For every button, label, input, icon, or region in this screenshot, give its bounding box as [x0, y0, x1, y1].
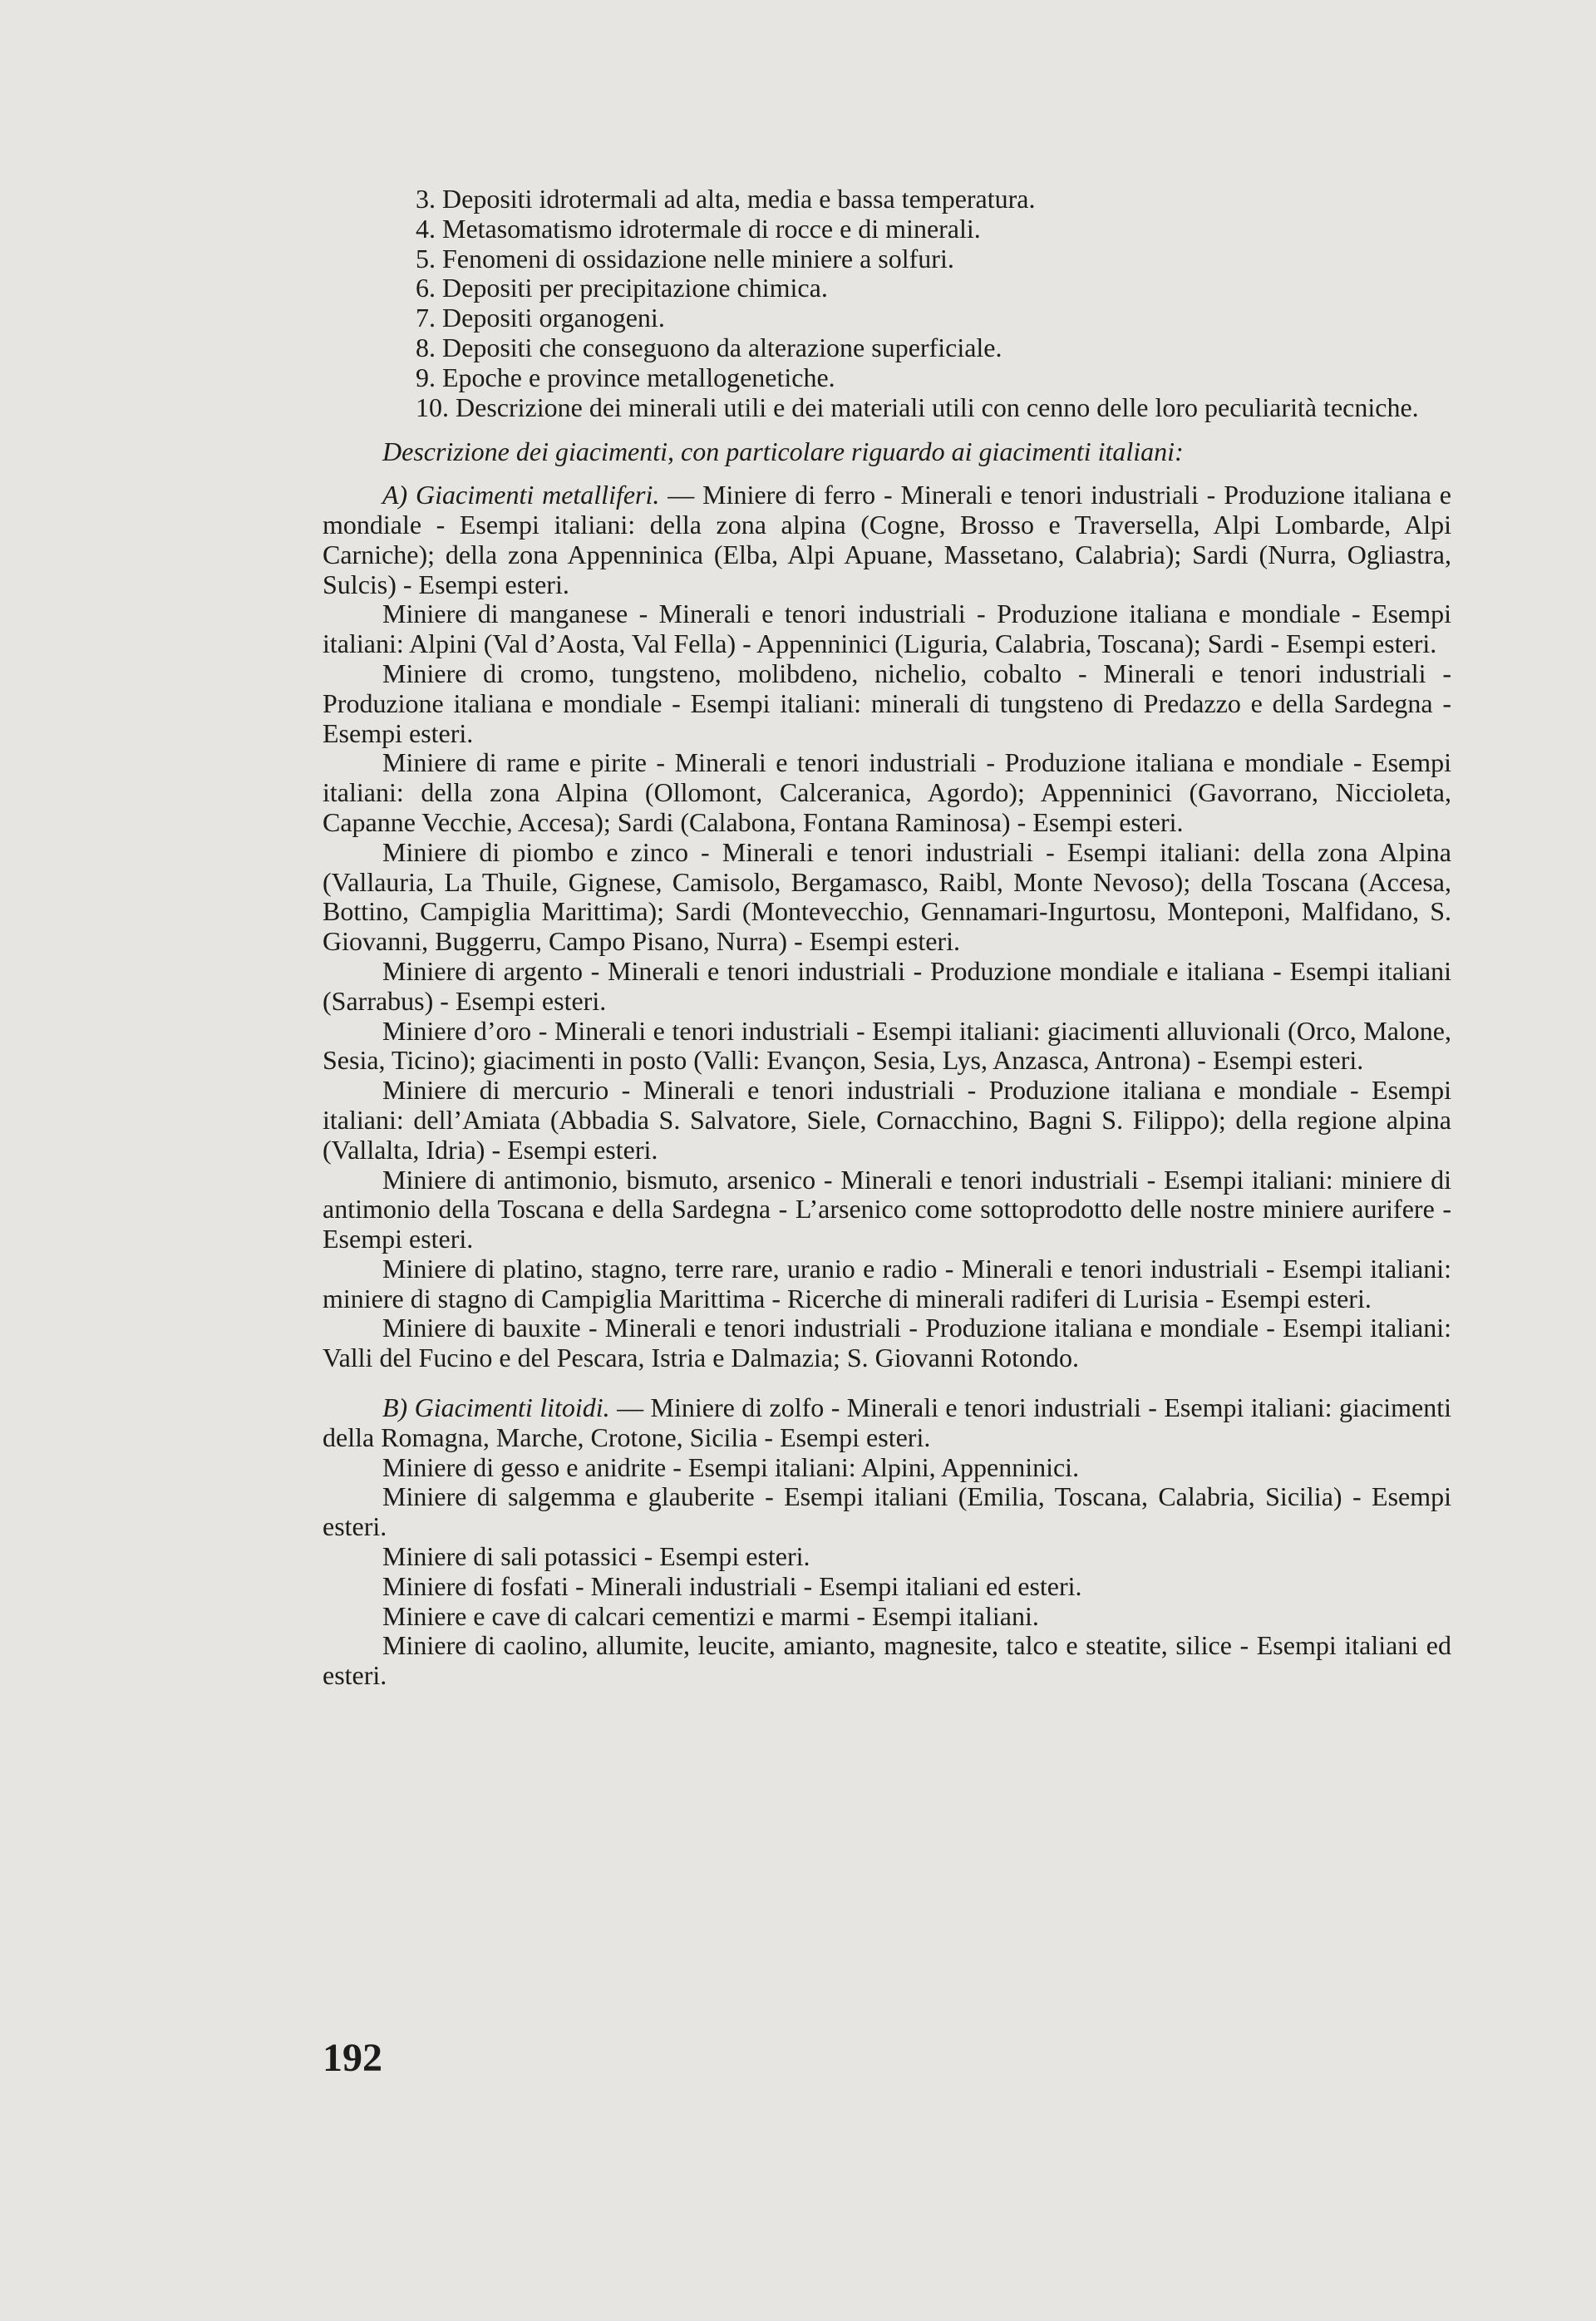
- list-item: [323, 363, 1451, 393]
- paragraph: Miniere di platino, stagno, terre rare, uranio e radio - Minerali e tenori industriali - Esempi italiani: miniere di stagno di Campiglia Marittima - Ricerche di minerali radiferi di Lurisia - Esempi esteri.: [323, 1253, 1451, 1313]
- list-number: 3.: [416, 184, 436, 214]
- list-number: 7.: [416, 303, 436, 333]
- list-number: 5.: [416, 243, 436, 273]
- list-text: Metasomatismo idrotermale di rocce e di minerali.: [442, 213, 981, 244]
- paragraph: Miniere di manganese - Minerali e tenori industriali - Produzione italiana e mondiale - Esempi italiani: Alpini (Val d’Aosta, Val Fella) - Appenninici (Liguria, Calabria, Toscana); Sardi - Esempi esteri.: [323, 599, 1451, 659]
- paragraph: Miniere e cave di calcari cementizi e marmi - Esempi italiani.: [382, 1600, 1039, 1631]
- paragraph: Miniere di rame e pirite - Minerali e tenori industriali - Produzione italiana e mondiale - Esempi italiani: della zona Alpina (Ollomont, Calceranica, Agordo); Appenninici (Gavorrano, Niccioleta, Capanne Vecchie, Accesa); Sardi (Calabona, Fontana Raminosa) - Esempi esteri.: [323, 747, 1451, 837]
- paragraph: Miniere di caolino, allumite, leucite, amianto, magnesite, talco e steatite, silice - Esempi italiani ed esteri.: [323, 1630, 1451, 1691]
- section-a-label: A) Giacimenti metalliferi.: [382, 480, 660, 510]
- list-item: [323, 333, 1451, 363]
- body-text: [323, 185, 1451, 1691]
- section-a-lead-paragraph: [323, 480, 1451, 599]
- list-number: 9.: [416, 362, 436, 392]
- list-number: 10.: [416, 392, 449, 422]
- paragraph: Miniere d’oro - Minerali e tenori industriali - Esempi italiani: giacimenti alluvionali (Orco, Malone, Sesia, Ticino); giacimenti in posto (Valli: Evançon, Sesia, Lys, Anzasca, Antrona) - Esempi esteri.: [323, 1015, 1451, 1076]
- list-item: [323, 214, 1451, 244]
- list-text: Epoche e province metallogenetiche.: [442, 362, 835, 392]
- section-b-lead-paragraph: [323, 1393, 1451, 1453]
- list-text: Descrizione dei minerali utili e dei materiali utili con cenno delle loro peculiarità tecniche.: [456, 392, 1419, 422]
- paragraph: Miniere di sali potassici - Esempi esteri.: [382, 1541, 810, 1572]
- list-item: [323, 303, 1451, 333]
- list-item: [323, 393, 1451, 423]
- list-text: Depositi organogeni.: [442, 303, 665, 333]
- paragraph: Miniere di gesso e anidrite - Esempi italiani: Alpini, Appenninici.: [382, 1451, 1080, 1482]
- list-text: Depositi che conseguono da alterazione superficiale.: [442, 332, 1002, 362]
- section-b-lead-text: — Miniere di zolfo - Minerali e tenori industriali - Esempi italiani: giacimenti della Romagna, Marche, Crotone, Sicilia - Esempi esteri.: [323, 1392, 1452, 1452]
- section-a-lead-text: — Miniere di ferro - Minerali e tenori industriali - Produzione italiana e mondiale - Esempi italiani: della zona alpina (Cogne, Brosso e Traversella, Alpi Lombarde, Alpi Carniche); della zona Appenninica (Elba, Alpi Apuane, Massetano, Calabria); Sardi (Nurra, Ogliastra, Sulcis) - Esempi esteri.: [323, 480, 1452, 599]
- list-text: Fenomeni di ossidazione nelle miniere a solfuri.: [442, 243, 954, 273]
- list-number: 4.: [416, 213, 436, 244]
- list-text: Depositi per precipitazione chimica.: [442, 273, 828, 303]
- section-b-label: B) Giacimenti litoidi.: [382, 1392, 610, 1423]
- section-heading: Descrizione dei giacimenti, con particolare riguardo ai giacimenti italiani:: [382, 436, 1184, 467]
- paragraph: Miniere di fosfati - Minerali industriali - Esempi italiani ed esteri.: [382, 1570, 1082, 1601]
- paragraph: Miniere di piombo e zinco - Minerali e tenori industriali - Esempi italiani: della zona Alpina (Vallauria, La Thuile, Gignese, Camisolo, Bergamasco, Raibl, Monte Nevoso); della Toscana (Accesa, Bottino, Campiglia Marittima); Sardi (Montevecchio, Gennamari-Ingurtosu, Monteponi, Malfidano, S. Giovanni, Buggerru, Campo Pisano, Nurra) - Esempi esteri.: [323, 836, 1451, 957]
- list-text: Depositi idrotermali ad alta, media e bassa temperatura.: [442, 184, 1036, 214]
- paragraph: Miniere di antimonio, bismuto, arsenico - Minerali e tenori industriali - Esempi italiani: miniere di antimonio della Toscana e della Sardegna - L’arsenico come sottoprodotto delle nostre miniere aurifere - Esempi esteri.: [323, 1164, 1451, 1254]
- paragraph: Miniere di argento - Minerali e tenori industriali - Produzione mondiale e italiana - Esempi italiani (Sarrabus) - Esempi esteri.: [323, 955, 1451, 1016]
- paragraph: Miniere di bauxite - Minerali e tenori industriali - Produzione italiana e mondiale - Esempi italiani: Valli del Fucino e del Pescara, Istria e Dalmazia; S. Giovanni Rotondo.: [323, 1313, 1451, 1373]
- list-item: [323, 185, 1451, 214]
- paragraph: Miniere di salgemma e glauberite - Esempi italiani (Emilia, Toscana, Calabria, Sicilia) - Esempi esteri.: [323, 1481, 1451, 1542]
- list-number: 8.: [416, 332, 436, 362]
- section-gap: [323, 1373, 1451, 1393]
- paragraph: Miniere di mercurio - Minerali e tenori industriali - Produzione italiana e mondiale - Esempi italiani: dell’Amiata (Abbadia S. Salvatore, Siele, Cornacchino, Bagni S. Filippo); della regione alpina (Vallalta, Idria) - Esempi esteri.: [323, 1075, 1451, 1165]
- page-number: 192: [323, 2036, 382, 2080]
- list-number: 6.: [416, 273, 436, 303]
- paragraph: Miniere di cromo, tungsteno, molibdeno, nichelio, cobalto - Minerali e tenori industriali - Produzione italiana e mondiale - Esempi italiani: minerali di tungsteno di Predazzo e della Sardegna - Esempi esteri.: [323, 658, 1451, 748]
- list-item: [323, 244, 1451, 274]
- list-item: [323, 273, 1451, 303]
